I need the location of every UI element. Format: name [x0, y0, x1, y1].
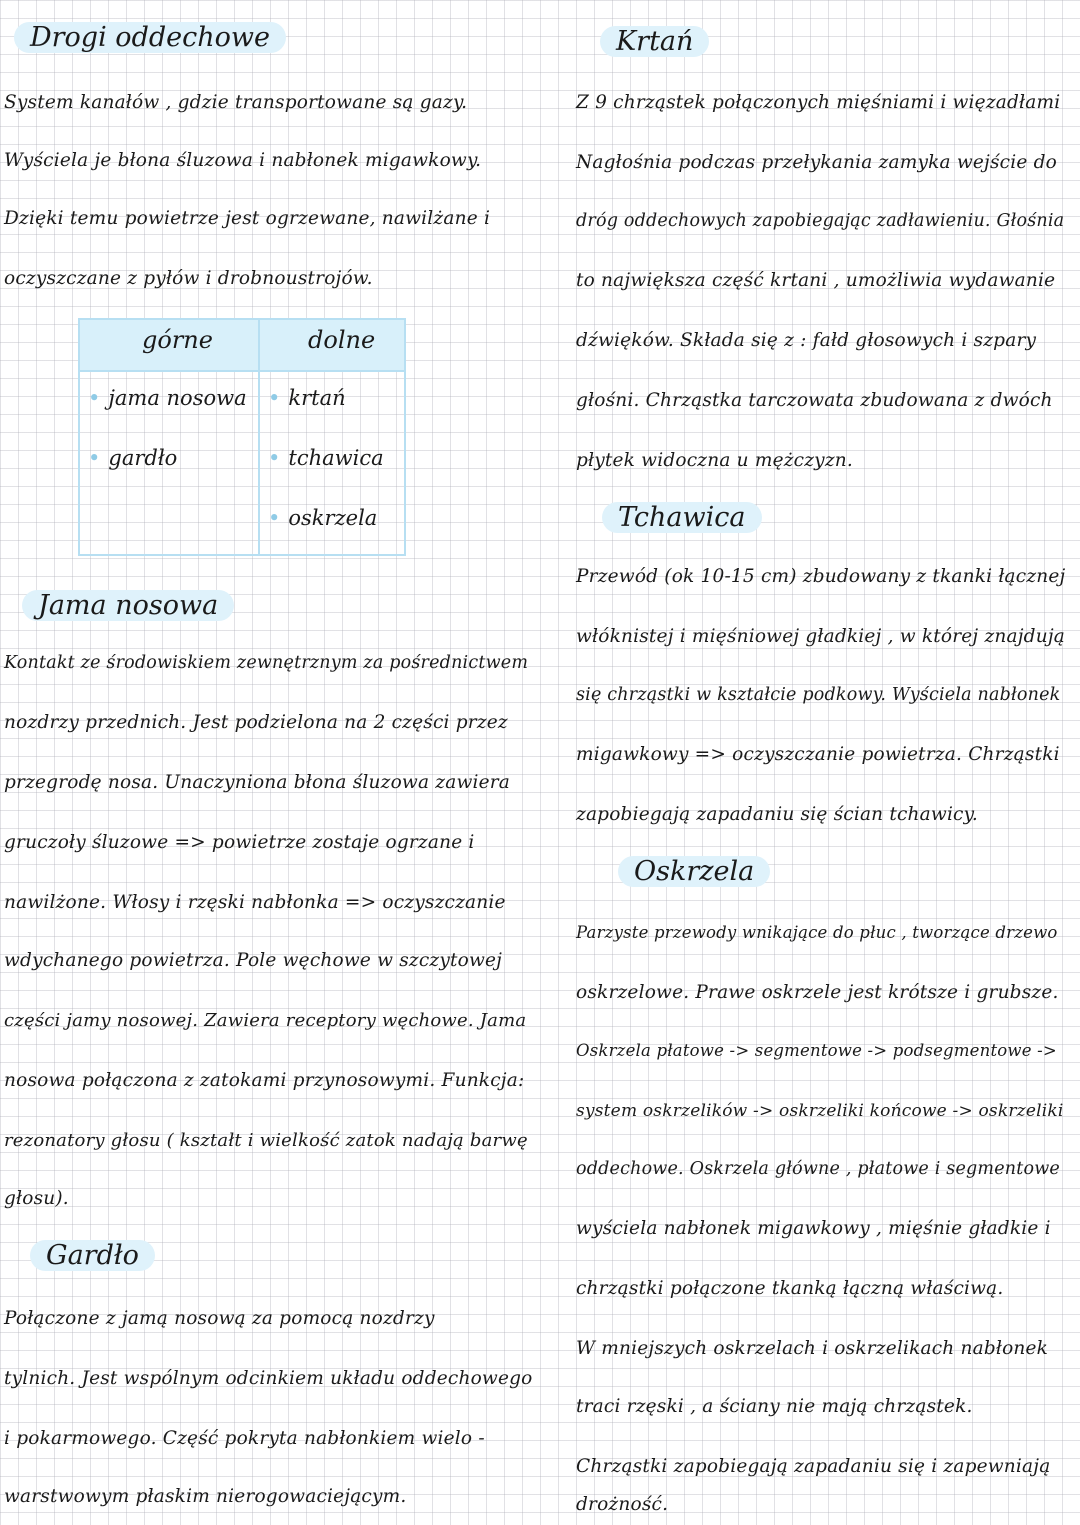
- heading-throat: Gardło: [30, 1238, 155, 1274]
- paragraph-line: nawilżone. Włosy i rzęski nabłonka => oczyszczanie: [4, 892, 506, 913]
- airways-table: [78, 318, 406, 556]
- bullet-icon: •: [268, 446, 281, 470]
- paragraph-line: oskrzelowe. Prawe oskrzele jest krótsze i grubsze.: [576, 982, 1059, 1003]
- paragraph-line: oddechowe. Oskrzela główne , płatowe i segmentowe: [576, 1159, 1060, 1179]
- paragraph-line: Połączone z jamą nosową za pomocą nozdrzy: [4, 1308, 435, 1329]
- paragraph-line: traci rzęski , a ściany nie mają chrząstek.: [576, 1396, 973, 1417]
- paragraph-line: rezonatory głosu ( kształt i wielkość zatok nadają barwę: [4, 1130, 528, 1151]
- paragraph-line: wyściela nabłonek migawkowy , mięśnie gładkie i: [576, 1218, 1051, 1239]
- heading-trachea: Tchawica: [602, 500, 762, 536]
- table-cell: • krtań: [268, 386, 346, 410]
- paragraph-line: przegrodę nosa. Unaczyniona błona śluzowa zawiera: [4, 772, 511, 793]
- table-header-lower: dolne: [308, 326, 376, 354]
- paragraph-line: głośni. Chrząstka tarczowata zbudowana z dwóch: [576, 390, 1053, 411]
- paragraph-line: Z 9 chrząstek połączonych mięśniami i więzadłami: [576, 92, 1061, 113]
- paragraph-line: płytek widoczna u mężczyzn.: [576, 450, 853, 471]
- bullet-icon: •: [268, 386, 281, 410]
- paragraph-line: Nagłośnia podczas przełykania zamyka wejście do: [576, 152, 1057, 173]
- paragraph-line: to największa część krtani , umożliwia wydawanie: [576, 270, 1056, 291]
- heading-nasal-cavity: Jama nosowa: [22, 588, 234, 624]
- paragraph-line: Kontakt ze środowiskiem zewnętrznym za pośrednictwem: [4, 653, 529, 673]
- paragraph-line: Oskrzela płatowe -> segmentowe -> podsegmentowe ->: [576, 1041, 1057, 1060]
- bullet-icon: •: [268, 506, 281, 530]
- paragraph-line: się chrząstki w kształcie podkowy. Wyściela nabłonek: [576, 685, 1061, 705]
- intro-line: System kanałów , gdzie transportowane są gazy.: [4, 92, 468, 113]
- paragraph-line: drożność.: [576, 1494, 669, 1515]
- table-cell: • tchawica: [268, 446, 384, 470]
- intro-line: oczyszczane z pyłów i drobnoustrojów.: [4, 268, 373, 289]
- paragraph-line: gruczoły śluzowe => powietrze zostaje ogrzane i: [4, 832, 475, 853]
- paragraph-line: i pokarmowego. Część pokryta nabłonkiem wielo -: [4, 1428, 485, 1449]
- paragraph-line: nozdrzy przednich. Jest podzielona na 2 części przez: [4, 712, 508, 733]
- paragraph-line: chrząstki połączone tkanką łączną właściwą.: [576, 1278, 1004, 1299]
- paragraph-line: warstwowym płaskim nierogowaciejącym.: [4, 1486, 407, 1507]
- paragraph-line: migawkowy => oczyszczanie powietrza. Chrząstki: [576, 744, 1060, 765]
- table-header-upper: górne: [142, 326, 213, 354]
- intro-line: Wyściela je błona śluzowa i nabłonek migawkowy.: [4, 150, 482, 171]
- table-cell: • jama nosowa: [88, 386, 247, 410]
- paragraph-line: tylnich. Jest wspólnym odcinkiem układu oddechowego: [4, 1368, 533, 1389]
- paragraph-line: wdychanego powietrza. Pole węchowe w szczytowej: [4, 950, 503, 971]
- intro-line: Dzięki temu powietrze jest ogrzewane, nawilżane i: [4, 208, 491, 229]
- paragraph-line: Przewód (ok 10-15 cm) zbudowany z tkanki łącznej: [576, 566, 1066, 587]
- paragraph-line: głosu).: [4, 1188, 69, 1209]
- table-cell: • oskrzela: [268, 506, 378, 530]
- paragraph-line: zapobiegają zapadaniu się ścian tchawicy.: [576, 804, 978, 825]
- paragraph-line: nosowa połączona z zatokami przynosowymi. Funkcja:: [4, 1070, 525, 1091]
- heading-bronchi: Oskrzela: [618, 854, 770, 890]
- table-divider: [258, 320, 260, 554]
- paragraph-line: dźwięków. Składa się z : fałd głosowych i szpary: [576, 330, 1037, 351]
- paragraph-line: W mniejszych oskrzelach i oskrzelikach nabłonek: [576, 1338, 1049, 1359]
- paragraph-line: dróg oddechowych zapobiegając zadławieniu. Głośnia: [576, 211, 1065, 231]
- paragraph-line: części jamy nosowej. Zawiera receptory węchowe. Jama: [4, 1010, 527, 1031]
- paragraph-line: Parzyste przewody wnikające do płuc , tworzące drzewo: [576, 923, 1058, 942]
- heading-airways: Drogi oddechowe: [14, 20, 286, 56]
- heading-larynx: Krtań: [600, 24, 709, 60]
- paragraph-line: włóknistej i mięśniowej gładkiej , w której znajdują: [576, 626, 1065, 647]
- bullet-icon: •: [88, 386, 101, 410]
- paragraph-line: system oskrzelików -> oskrzeliki końcowe -> oskrzeliki: [576, 1101, 1064, 1121]
- bullet-icon: •: [88, 446, 101, 470]
- table-cell: • gardło: [88, 446, 178, 470]
- paragraph-line: Chrząstki zapobiegają zapadaniu się i zapewniają: [576, 1456, 1051, 1477]
